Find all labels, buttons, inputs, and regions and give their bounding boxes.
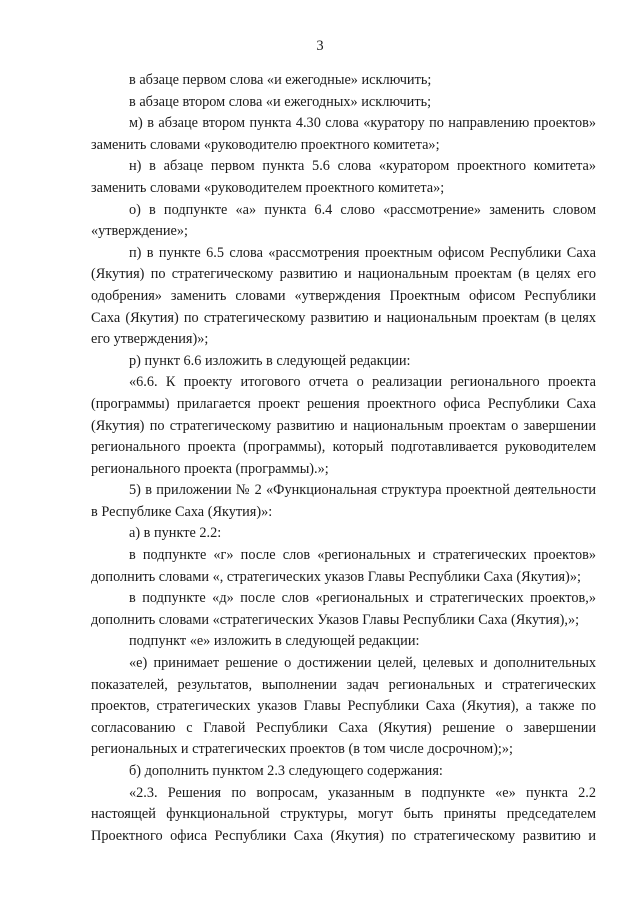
- paragraph: в подпункте «д» после слов «региональных и стратегических проектов,» дополнить словами «стратегических Указов Главы Республики Саха (Якутия),»;: [91, 590, 596, 628]
- paragraph: «6.6. К проекту итогового отчета о реализации регионального проекта (программы) прилагается проект решения проектного офиса Республики Саха (Якутия) по стратегическому развитию и национальным проектам о завершении регионального проекта (программы), который подготавливается руководителем регионального проекта (программы).»;: [91, 374, 596, 477]
- paragraph: 5) в приложении № 2 «Функциональная структура проектной деятельности в Республике Саха (Якутия)»:: [91, 482, 596, 520]
- paragraph: «е) принимает решение о достижении целей, целевых и дополнительных показателей, результатов, выполнении задач региональных и стратегических проектов, стратегических указов Главы Республики Саха (Якутия), а также по согласованию с Главой Республики Саха (Якутия) решение о завершении региональных и стратегических проектов (в том числе досрочном);»;: [91, 655, 596, 758]
- paragraph: м) в абзаце втором пункта 4.30 слова «куратору по направлению проектов» заменить словами «руководителю проектного комитета»;: [91, 115, 596, 153]
- paragraph: в абзаце первом слова «и ежегодные» исключить;: [129, 72, 432, 88]
- paragraph: в абзаце втором слова «и ежегодных» исключить;: [129, 93, 432, 110]
- paragraph: н) в абзаце первом пункта 5.6 слова «куратором проектного комитета» заменить словами «руководителем проектного комитета»;: [91, 158, 596, 196]
- document-body: [91, 70, 596, 847]
- paragraph: подпункт «е» изложить в следующей редакции:: [129, 633, 420, 650]
- paragraph: р) пункт 6.6 изложить в следующей редакции:: [129, 352, 411, 369]
- paragraph: а) в пункте 2.2:: [129, 525, 222, 542]
- paragraph: о) в подпункте «а» пункта 6.4 слово «рассмотрение» заменить словом «утверждение»;: [91, 201, 596, 240]
- paragraph: «2.3. Решения по вопросам, указанным в подпункте «е» пункта 2.2 настоящей функциональной структуры, могут быть приняты председателем Проектного офиса Республики Саха (Якутия) по стратегическому развитию и: [91, 784, 596, 844]
- paragraph: п) в пункте 6.5 слова «рассмотрения проектным офисом Республики Саха (Якутия) по стратегическому развитию и национальным проектам (в целях его одобрения» заменить словами «утверждения Проектным офисом Республики Саха (Якутия) по стратегическому развитию и национальным проектам (в целях его утверждения)»;: [91, 244, 596, 348]
- page-number: 3: [316, 38, 324, 54]
- paragraph: б) дополнить пунктом 2.3 следующего содержания:: [129, 763, 443, 779]
- paragraph: в подпункте «г» после слов «региональных и стратегических проектов» дополнить словами «, стратегических указов Главы Республики Саха (Якутия)»;: [91, 547, 596, 585]
